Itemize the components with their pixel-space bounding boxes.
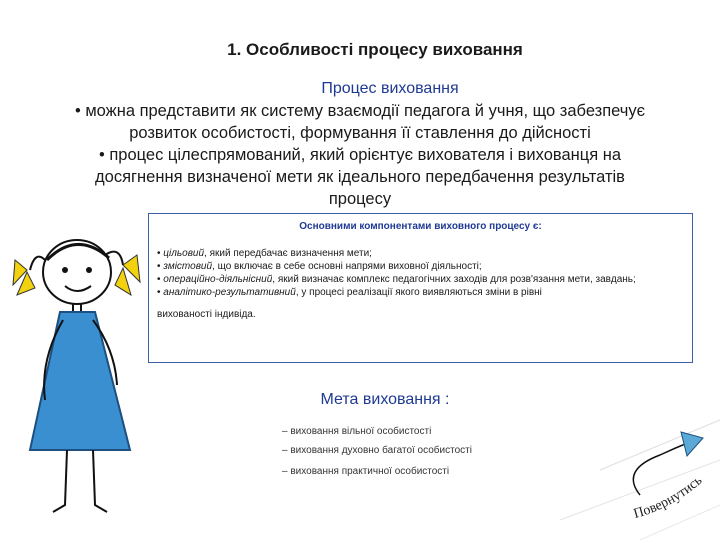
component-item	[157, 286, 684, 299]
return-button[interactable]	[615, 430, 715, 530]
paragraph-1	[20, 100, 700, 144]
component-item	[157, 260, 684, 273]
components-box	[148, 213, 693, 363]
paragraph-1-line-2: розвиток особистості, формування її ставлення до дійсності	[129, 124, 591, 142]
goal-item: – виховання вільної особистості	[282, 426, 432, 437]
component-description: , який визначає комплекс педагогічних заходів для розв'язання мети, завдань;	[272, 274, 636, 285]
svg-text:Повернутись	[632, 473, 705, 522]
component-description: , у процесі реалізації якого виявляються зміни в рівні	[295, 287, 542, 298]
arrow-head-icon	[681, 432, 703, 456]
component-item	[157, 273, 684, 286]
girl-illustration	[5, 200, 145, 530]
page-title: 1. Особливості процесу виховання	[227, 40, 523, 59]
component-term: змістовий	[163, 261, 213, 272]
goal-item: – виховання практичної особистості	[282, 466, 450, 477]
component-item	[157, 247, 684, 260]
paragraph-2-line-2: досягнення визначеної мети як ідеального передбачення результатів	[95, 168, 625, 186]
component-term: операційно-діяльнісний	[163, 274, 273, 285]
bullet: •	[157, 248, 161, 259]
component-description: , що включає в себе основні напрями виховної діяльності;	[212, 261, 482, 272]
bullet: •	[157, 261, 161, 272]
paragraph-1-line-1: • можна представити як систему взаємодії педагога й учня, що забезпечує	[74, 102, 646, 120]
component-description: , який передбачає визначення мети;	[204, 248, 372, 259]
goal-item: – виховання духовно багатої особистості	[282, 445, 472, 456]
component-term: аналітико-результативний	[163, 287, 296, 298]
component-tail: вихованості індивіда.	[157, 309, 256, 320]
bullet: •	[157, 287, 161, 298]
paragraph-2-line-1: • процес цілеспрямований, який орієнтує вихователя і вихованця на	[98, 146, 622, 164]
components-title: Основними компонентами виховного процесу є:	[299, 221, 542, 232]
paragraph-2-line-3: процесу	[328, 190, 392, 208]
return-label: Повернутись	[631, 473, 706, 522]
goal-title: Мета виховання :	[320, 391, 450, 408]
section-subtitle: Процес виховання	[321, 80, 459, 97]
bullet: •	[157, 274, 161, 285]
component-term: цільовий	[163, 248, 205, 259]
